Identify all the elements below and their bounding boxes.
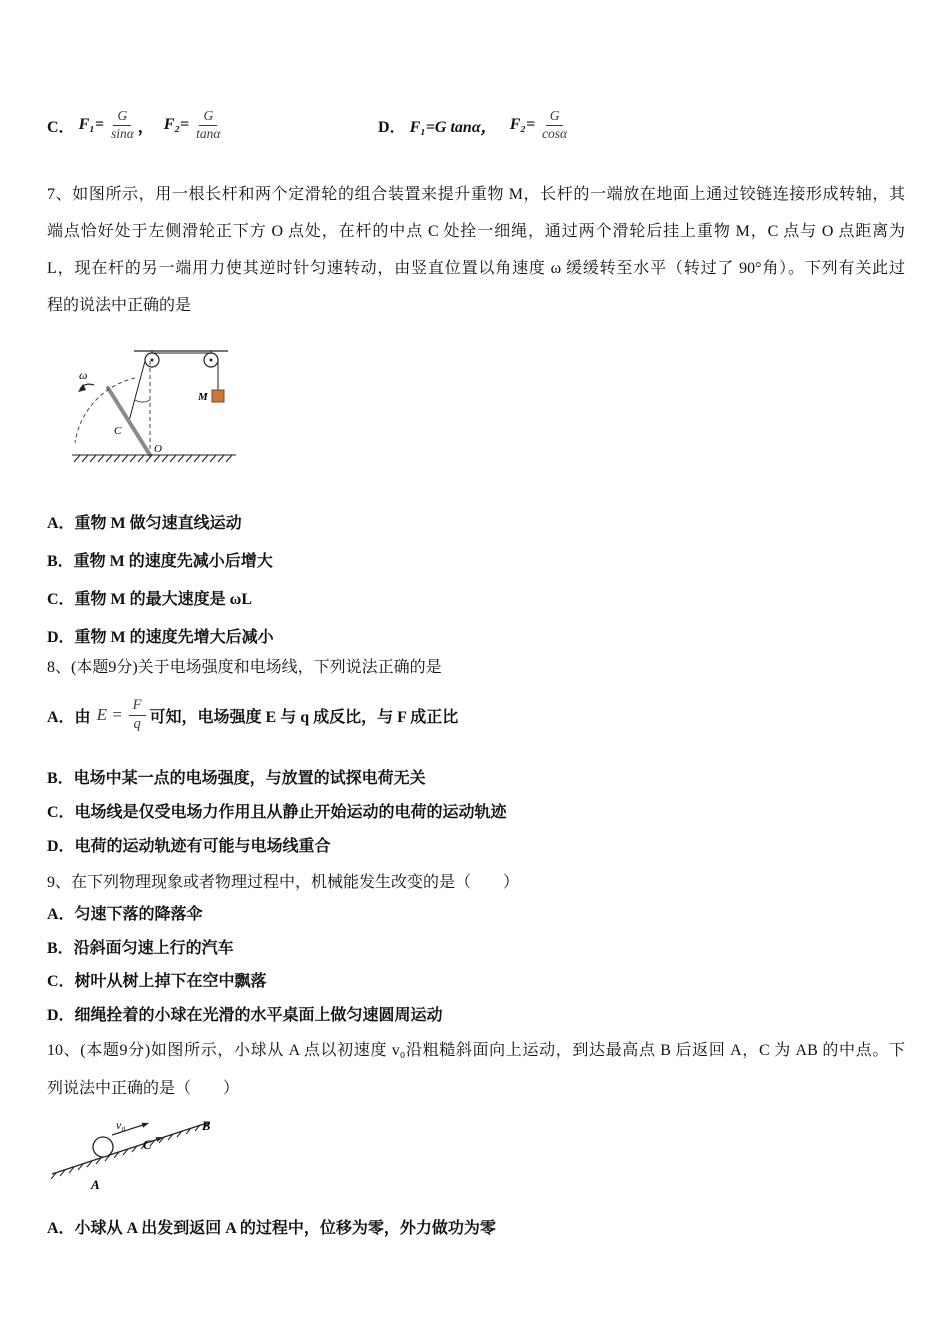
- question9-options: [47, 898, 905, 1032]
- question8-title: [47, 651, 905, 684]
- question7-stem: [47, 176, 905, 324]
- point-b-label: B: [202, 1119, 211, 1133]
- fraction-numerator: G: [199, 109, 217, 126]
- option-c-letter: C．: [47, 118, 75, 136]
- stem-line: 8、(本题9分)关于电场强度和电场线，下列说法正确的是: [47, 659, 442, 676]
- option-b: B．电场中某一点的电场强度，与放置的试探电荷无关: [47, 770, 426, 787]
- v0-arrowhead: [142, 1123, 149, 1128]
- stem-line: 10、(本题9分)如图所示，小球从 A 点以初速度 v₀沿粗糙斜面向上运动，到达最高点 B 后返回 A，C 为 AB 的中点。下: [47, 1042, 905, 1059]
- fraction-f-over-q: [129, 698, 146, 733]
- question8-option-a: [47, 690, 458, 740]
- option-a-prefix: A．由: [47, 708, 91, 726]
- fraction-denominator: q: [133, 715, 141, 732]
- option-c: [47, 103, 225, 147]
- fraction-denominator: sinα: [110, 125, 134, 141]
- option-d: D．重物 M 的速度先增大后减小: [47, 629, 274, 646]
- question10-options: [47, 1212, 905, 1245]
- stem-line: 程的说法中正确的是: [47, 297, 192, 314]
- option-d-letter: D．: [378, 118, 406, 136]
- weight-m-label: M: [198, 391, 208, 403]
- option-a-suffix: 可知，电场强度 E 与 q 成反比，与 F 成正比: [149, 708, 459, 726]
- option-c: C．重物 M 的最大速度是 ωL: [47, 591, 253, 608]
- point-a-label: A: [91, 1177, 100, 1192]
- f2-expression: F₂=: [163, 116, 190, 133]
- equation-lhs: E =: [96, 705, 123, 724]
- ground-hatching: [72, 455, 236, 462]
- option-b: B．重物 M 的速度先减小后增大: [47, 553, 273, 570]
- rod: [108, 388, 150, 455]
- incline-surface: [52, 1122, 210, 1174]
- option-a: A．重物 M 做匀速直线运动: [47, 515, 242, 532]
- right-pulley-axle: [210, 359, 213, 362]
- fraction-numerator: F: [129, 698, 146, 716]
- omega-label: ω: [79, 368, 88, 382]
- question9-title: [47, 866, 905, 899]
- f1-expression: F₁=G tanα，: [409, 118, 497, 136]
- separator: ，: [137, 118, 154, 136]
- fraction-denominator: cosα: [542, 125, 568, 141]
- option-d: D．细绳拴着的小球在光滑的水平桌面上做匀速圆周运动: [47, 1006, 443, 1024]
- fraction-numerator: G: [113, 109, 131, 126]
- question10-stem: [47, 1032, 905, 1108]
- stem-line: 7、如图所示，用一根长杆和两个定滑轮的组合装置来提升重物 M，长杆的一端放在地面上通过铰链连接形成转轴，其: [47, 186, 905, 203]
- fraction-numerator: G: [546, 109, 564, 126]
- option-a: A．小球从 A 出发到返回 A 的过程中，位移为零，外力做功为零: [47, 1220, 496, 1237]
- option-c: C．电场线是仅受电场力作用且从静止开始运动的电荷的运动轨迹: [47, 804, 507, 821]
- f2-expression: F₂=: [509, 116, 536, 133]
- fraction-denominator: tanα: [196, 125, 221, 141]
- ball: [93, 1137, 113, 1157]
- option-c: C．树叶从树上掉下在空中飘落: [47, 973, 267, 990]
- angle-arc: [135, 400, 150, 402]
- question6-options-row: [47, 103, 905, 147]
- stem-line: 列说法中正确的是（ ）: [47, 1080, 240, 1097]
- left-pulley-axle: [151, 359, 154, 362]
- stem-line: L，现在杆的另一端用力使其逆时针匀速转动，由竖直位置以角速度 ω 缓缓转至水平（转过了 90°角）。下列有关此过: [47, 260, 905, 277]
- question8-options: [47, 762, 905, 864]
- question10-figure-incline: [42, 1102, 222, 1197]
- fraction-g-over-tan: [196, 109, 220, 142]
- weight-m-block: [212, 390, 224, 402]
- rope-to-point-c: [129, 361, 145, 421]
- f1-expression: F₁=: [78, 116, 104, 133]
- fraction-g-over-sin: [111, 109, 134, 142]
- point-o-label: O: [154, 443, 162, 455]
- v0-label: v₀: [116, 1118, 126, 1132]
- fraction-g-over-cos: [542, 109, 567, 142]
- stem-line: 端点恰好处于左侧滑轮正下方 O 点处，在杆的中点 C 处拴一细绳，通过两个滑轮后挂上重物 M，C 点与 O 点距离为: [47, 223, 905, 240]
- option-a: A．匀速下落的降落伞: [47, 906, 203, 923]
- point-c-label: C: [143, 1138, 152, 1152]
- option-d: [378, 103, 571, 147]
- point-c-label: C: [114, 425, 122, 437]
- stem-line: 9、在下列物理现象或者物理过程中，机械能发生改变的是（ ）: [47, 874, 520, 891]
- option-d: D．电荷的运动轨迹有可能与电场线重合: [47, 838, 331, 855]
- question7-options: [47, 505, 905, 657]
- question7-figure-pulley-system: [70, 338, 240, 468]
- option-b: B．沿斜面匀速上行的汽车: [47, 939, 234, 957]
